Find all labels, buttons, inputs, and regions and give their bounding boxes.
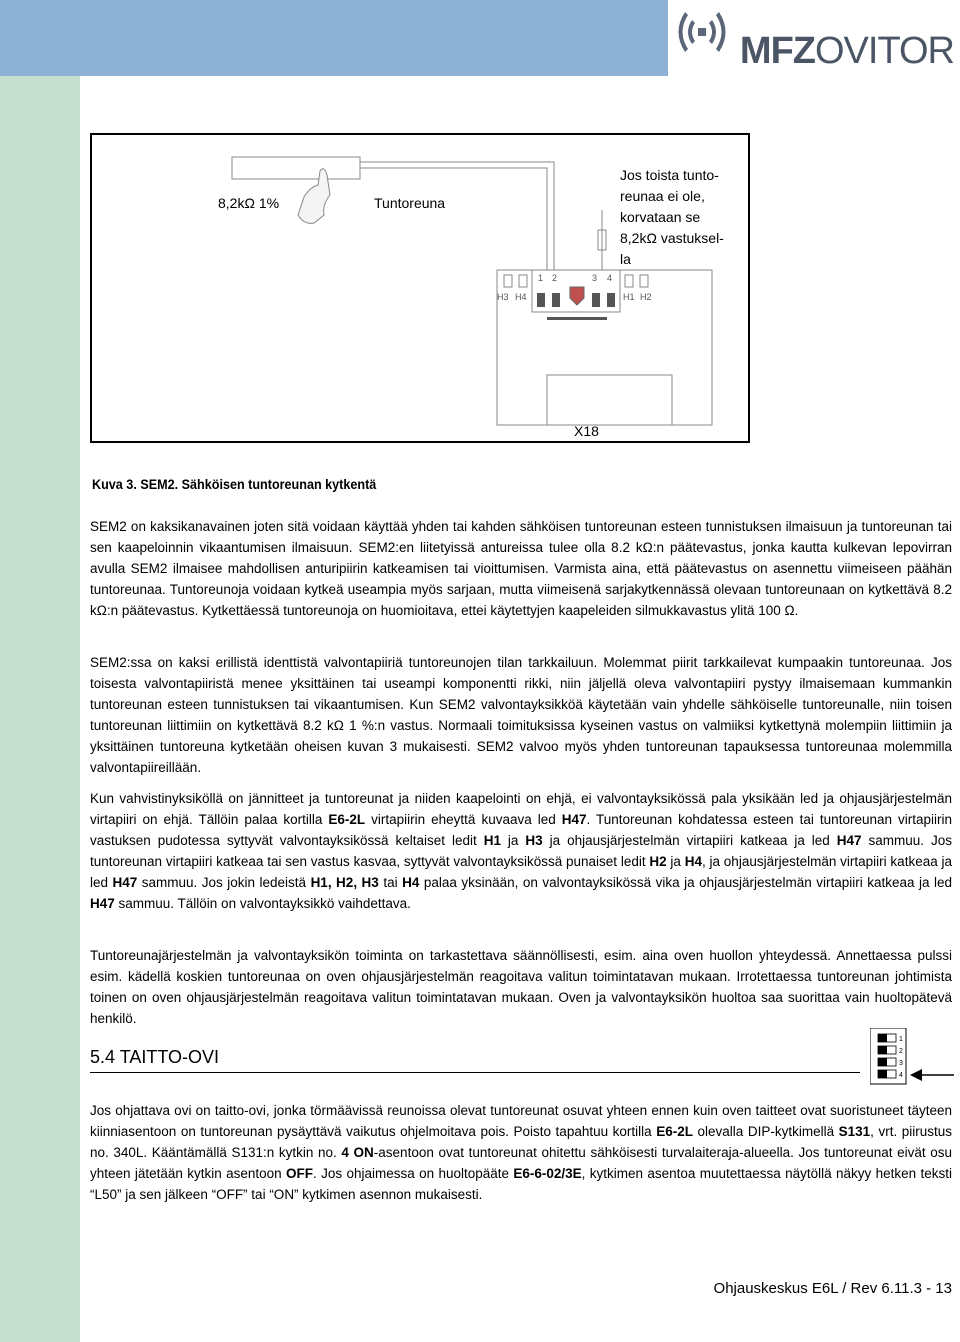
paragraph-5: Jos ohjattava ovi on taitto-ovi, jonka törmäävissä reunoissa olevat tuntoreunat osuvat yhteen ennen kuin oven taitteet ovat suoristuneet täyteen kiinniasentoon on tuntoreunan pysäyttävä vaikutus ohjelmoitava pois. Poisto tapahtuu kortilla E6-2L olevalla DIP-kytkimellä S131, vrt. piirustus no. 340L. Kääntämällä S131:n kytkin no. 4 ON-asentoon ovat tuntoreunat ohitettu sähköisesti turvalaiteraja-alueella. Jos tuntoreunat eivät osu yhteen jätetään kytkin asentoon OFF. Jos ohjaimessa on huoltopääte E6-6-02/3E, kytkimen asentoa muutettaessa näytöllä näkyy hetken teksti “L50” ja sen jälkeen “OFF” tai “ON” kytkimen asennon mukaisesti. xyxy=(90,1103,953,1202)
dip-label-3: 3 xyxy=(899,1060,903,1067)
led-h2 xyxy=(640,275,648,287)
terminal-2: 2 xyxy=(552,273,558,283)
edge-lead-2 xyxy=(360,162,554,270)
connector-label: X18 xyxy=(574,423,599,439)
dip-label-1: 1 xyxy=(899,1036,903,1043)
note-line: korvataan se xyxy=(620,209,701,225)
led-label-h1: H1 xyxy=(623,292,635,302)
led-label-h2: H2 xyxy=(640,292,652,302)
mfz-logo-icon xyxy=(674,2,730,74)
note-line: la xyxy=(620,251,631,267)
edge-lead xyxy=(360,168,547,270)
paragraph-3: Kun vahvistinyksiköllä on jännitteet ja tuntoreunat ja niiden kaapelointi on ehjä, ei valvontayksikössä pala yksikään led ja ohjausjärjestelmän virtapiiri on ehjä. Tällöin palaa kortilla E6-2L virtapiirin eheyttä kuvaava led H47. Tuntoreunan kohdatessa esteen tai tuntoreunan virtapiirin vastuksen pudotessa syttyvät valvontayksikössä keltaiset ledit H1 ja H3 ja ohjausjärjestelmän virtapiiri katkeaa ja led H47 sammuu. Jos tuntoreunan virtapiiri katkeaa tai sen vastus kasvaa, syttyvät valvontayksikössä punaiset ledit H2 ja H4, ja ohjausjärjestelmän virtapiiri katkeaa ja led H47 sammuu. Jos jokin ledeistä H1, H2, H3 tai H4 palaa yksinään, on valvontayksikössä vika ja ohjausjärjestelmän virtapiiri katkeaa ja led H47 sammuu. Tällöin on valvontayksikkö vaihdettava. xyxy=(90,791,953,911)
dip-label-2: 2 xyxy=(899,1048,903,1055)
edge-body xyxy=(232,157,360,179)
note-line: Jos toista tunto- xyxy=(620,167,719,183)
edge-label: Tuntoreuna xyxy=(374,195,446,211)
heading-rule xyxy=(90,1072,860,1073)
x18-connector xyxy=(547,375,672,425)
paragraph-4: Tuntoreunajärjestelmän ja valvontayksikön toiminta on tarkastettava säännöllisesti, esim. aina oven huollon yhteydessä. Annettaessa pulssi esim. kädellä koskien tuntoreunaa on oven ohjausjärjestelmän reagoitava valitun toimintatavan mukaan. Irrotettaessa tuntoreunan johtimista toinen on oven ohjausjärjestelmän reagoitava valitun toimintatavan mukaan. Oven ja valvontayksikön huoltoa saa suorittaa vain huoltopätevä henkilö. xyxy=(90,948,952,1026)
paragraph-2: SEM2:ssa on kaksi erillistä identtistä valvontapiiriä tuntoreunojen tilan tarkkailuun. Molemmat piirit tarkkailevat kumpaakin tuntoreunaa. Jos toisesta valvontapiiristä menee yksittäinen tai useampi komponentti rikki, niin jäljellä oleva valvontapiiri pystyy ilmaisemaan kummankin tuntoreunan esteen tunnistuksen tai vikaantumisen. Kun SEM2 valvontayksikköä käytetään vain yhdelle sähköiselle tuntoreunalle, niin toisen tuntoreunan liittimiin on kytkettävä 8.2 kΩ 1 %:n vastus. Normaali toimituksissa kyseinen vastus on valmiiksi kytkettynä molempiin liittimiin ja yksittäinen tuntoreuna kytketään oheisen kuvan 3 mukaisesti. SEM2 valvoo myös yhden tuntoreunan tapauksessa tuntoreunaa molemmilla valvontapiireillään. xyxy=(90,655,952,775)
terminal-4: 4 xyxy=(607,273,613,283)
led-h1 xyxy=(625,275,633,287)
dip-switch-s131 xyxy=(870,1028,956,1086)
resistor-label: 8,2kΩ 1% xyxy=(218,195,280,211)
wiring-figure xyxy=(90,133,750,443)
led-h3 xyxy=(504,275,512,287)
company-logo xyxy=(740,30,954,73)
page-footer: Ohjauskeskus E6L / Rev 6.11.3 - 13 xyxy=(713,1280,952,1297)
arrow-left-icon xyxy=(910,1069,954,1081)
led-label-h3: H3 xyxy=(497,292,509,302)
hand-icon xyxy=(298,169,330,224)
led-label-h4: H4 xyxy=(515,292,527,302)
section-heading: 5.4 TAITTO-OVI xyxy=(90,1047,220,1067)
resistor-note xyxy=(620,165,724,270)
left-margin-band xyxy=(0,76,80,1342)
dip-label-4: 4 xyxy=(899,1072,903,1079)
control-board xyxy=(497,270,712,425)
note-line: reunaa ei ole, xyxy=(620,188,705,204)
terminal-1: 1 xyxy=(538,273,544,283)
terminal-3: 3 xyxy=(592,273,598,283)
figure-caption: Kuva 3. SEM2. Sähköisen tuntoreunan kytkentä xyxy=(92,476,377,492)
note-line: 8,2kΩ vastuksel- xyxy=(620,230,724,246)
logo-bold: MFZ xyxy=(739,30,815,72)
led-h4 xyxy=(519,275,527,287)
paragraph-1: SEM2 on kaksikanavainen joten sitä voidaan käyttää yhden tai kahden sähköisen tuntoreunan esteen tunnistuksen ilmaisuun ja tuntoreunan tai sen kaapeloinnin vikaantumisen ilmaisuun. SEM2:en liitetyissä antureissa tulee olla 8.2 kΩ:n päätevastus, jonka kautta kulkevan lepovirran avulla SEM2 ilmaisee mahdollisen anturipiirin katkeamisen tai vioittumisen. Varmista aina, että päätevastus on asennettu viimeiseen päähän tuntoreunaa. Tuntoreunoja voidaan kytkeä useampia myös sarjaan, mutta viimeisenä sarjakytkennässä olevaan tuntoreunaan on kytkettävä 8.2 kΩ:n päätevastus. Kytkettäessä tuntoreunoja on huomioitava, ettei käytettyjen kaapeleiden silmukkavastus ylitä 100 Ω. xyxy=(90,519,952,618)
terminal-marker xyxy=(570,287,584,305)
logo-thin: OVITOR xyxy=(815,30,954,72)
